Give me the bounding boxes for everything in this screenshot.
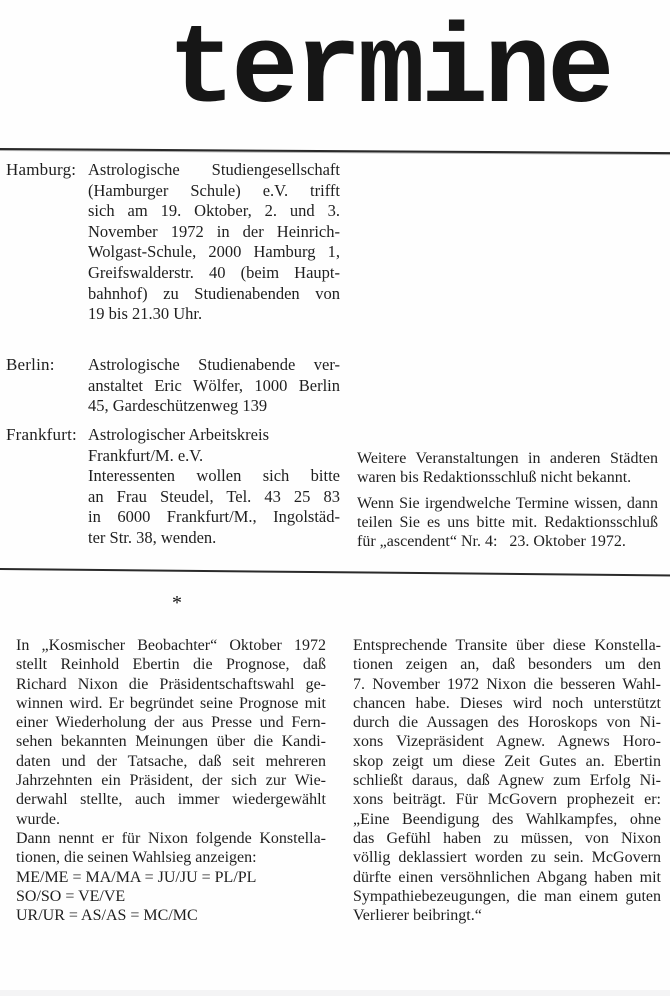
text-line: Richard Nixon die Präsidentschaftswahl ge- <box>16 675 326 693</box>
page-bottom-scan-edge <box>0 990 670 996</box>
text-line: (Hamburger Schule) e.V. trifft <box>88 180 340 200</box>
text-line: xons Vizepräsident Agnew. Agnews Horo- <box>353 733 661 751</box>
text-line: 45, Gardeschützenweg 139 <box>88 396 268 416</box>
text-line: waren bis Redaktionsschluß nicht bekannt. <box>357 469 632 486</box>
text-line: UR/UR = AS/AS = MC/MC <box>16 907 198 925</box>
text-line: 7. November 1972 Nixon die besseren Wahl- <box>353 675 661 693</box>
text-line: völlig deklassiert worden zu sein. McGovern <box>353 849 661 867</box>
text-line: ter Str. 38, wenden. <box>88 527 217 547</box>
text-line: schließt daraus, daß Agnew zum Erfolg Ni- <box>353 772 661 790</box>
text-line: in 6000 Frankfurt/M., Ingolstäd- <box>88 507 340 527</box>
text-line: tionen, die seinen Wahlsieg anzeigen: <box>16 849 257 867</box>
text-line: einer Wiederholung der aus Presse und Fern- <box>16 714 326 732</box>
text-line: ME/ME = MA/MA = JU/JU = PL/PL <box>16 868 257 886</box>
listing-label-hamburg: Hamburg: <box>6 160 77 179</box>
text-line: an Frau Steudel, Tel. 43 25 83 <box>88 486 340 506</box>
text-line: Entsprechende Transite über diese Konstella- <box>353 637 661 654</box>
article-column-left <box>16 636 326 925</box>
text-line: für „ascendent“ Nr. 4: 23. Oktober 1972. <box>357 533 626 550</box>
text-line: teilen Sie es uns bitte mit. Redaktionsschluß <box>357 514 658 531</box>
paragraph <box>357 449 658 487</box>
text-line: Astrologischer Arbeitskreis <box>88 425 270 444</box>
text-line: tionen zeigen an, daß besonders um den <box>353 656 661 674</box>
text-line: Dann nennt er für Nixon folgende Konstella- <box>16 829 326 847</box>
text-line: „Eine Beendigung des Wahlkampfes, ohne <box>353 810 661 828</box>
text-line: 19 bis 21.30 Uhr. <box>88 304 203 324</box>
text-line: In „Kosmischer Beobachter“ Oktober 1972 <box>16 637 326 654</box>
text-line: dürfte einen versöhnlichen Abgang haben mit <box>353 868 661 886</box>
listing-text-frankfurt <box>88 425 340 549</box>
paragraph <box>88 425 340 466</box>
text-line: Sympathiebezeugungen, die man einem guten <box>353 887 661 905</box>
text-line: chancen habe. Dieses wird noch unterstützt <box>353 694 661 712</box>
listing-label-frankfurt: Frankfurt: <box>6 425 77 444</box>
listing-berlin <box>6 355 342 417</box>
text-line: wurde. <box>16 810 60 828</box>
text-line: anstaltet Eric Wölfer, 1000 Berlin <box>88 375 340 395</box>
paragraph <box>88 466 340 548</box>
divider-rule-middle <box>0 568 670 576</box>
paragraph <box>357 494 658 551</box>
text-line: winnen wird. Er begründet seine Prognose mit <box>16 694 326 712</box>
text-line: Wolgast-Schule, 2000 Hamburg 1, <box>88 242 340 262</box>
text-line: Astrologische Studienabende ver- <box>88 355 340 374</box>
listing-text-hamburg <box>88 160 340 325</box>
paragraph <box>16 829 326 868</box>
text-line: Wenn Sie irgendwelche Termine wissen, dann <box>357 495 658 512</box>
paragraph <box>88 160 340 325</box>
divider-rule-top <box>0 148 670 154</box>
text-line: derwahl stellte, auch immer wiedergewählt <box>16 791 326 809</box>
text-line: Jahrzehnten ein Präsident, der sich zur Wie- <box>16 772 326 790</box>
text-line: bahnhof) zu Studienabenden von <box>88 283 340 303</box>
text-line: xons beiträgt. Für McGovern prophezeit er: <box>353 791 661 809</box>
text-line: stellt Reinhold Ebertin die Prognose, daß <box>16 656 326 674</box>
paragraph <box>16 636 326 829</box>
text-line: skop zeigt um diese Zeit Gutes an. Ebertin <box>353 752 661 770</box>
paragraph <box>88 355 340 417</box>
text-line: Verlierer beibringt.“ <box>353 907 482 925</box>
paragraph <box>16 868 326 926</box>
article-column-right <box>353 636 661 925</box>
text-line: Weitere Veranstaltungen in anderen Städten <box>357 450 658 467</box>
paragraph <box>353 636 661 925</box>
text-line: Greifswalderstr. 40 (beim Haupt- <box>88 262 340 282</box>
text-line: Interessenten wollen sich bitte <box>88 466 340 486</box>
page-title: termine <box>168 8 611 135</box>
listing-frankfurt <box>6 425 342 549</box>
listing-hamburg <box>6 160 342 325</box>
text-line: November 1972 in der Heinrich- <box>88 221 340 241</box>
text-line: sich am 19. Oktober, 2. und 3. <box>88 201 340 221</box>
section-separator-asterisk: * <box>172 592 182 614</box>
listing-text-berlin <box>88 355 340 417</box>
text-line: daten und der Tatsache, daß seit mehreren <box>16 752 326 770</box>
text-line: sehen bekannten Meinungen über die Kandi- <box>16 733 326 751</box>
editorial-notices-block <box>357 449 658 551</box>
text-line: SO/SO = VE/VE <box>16 887 126 905</box>
text-line: das Gefühl haben zu müssen, von Nixon <box>353 829 661 847</box>
text-line: Astrologische Studiengesellschaft <box>88 160 340 179</box>
text-line: Frankfurt/M. e.V. <box>88 445 204 465</box>
text-line: durch die Aussagen des Horoskops von Ni- <box>353 714 661 732</box>
listing-label-berlin: Berlin: <box>6 355 55 374</box>
